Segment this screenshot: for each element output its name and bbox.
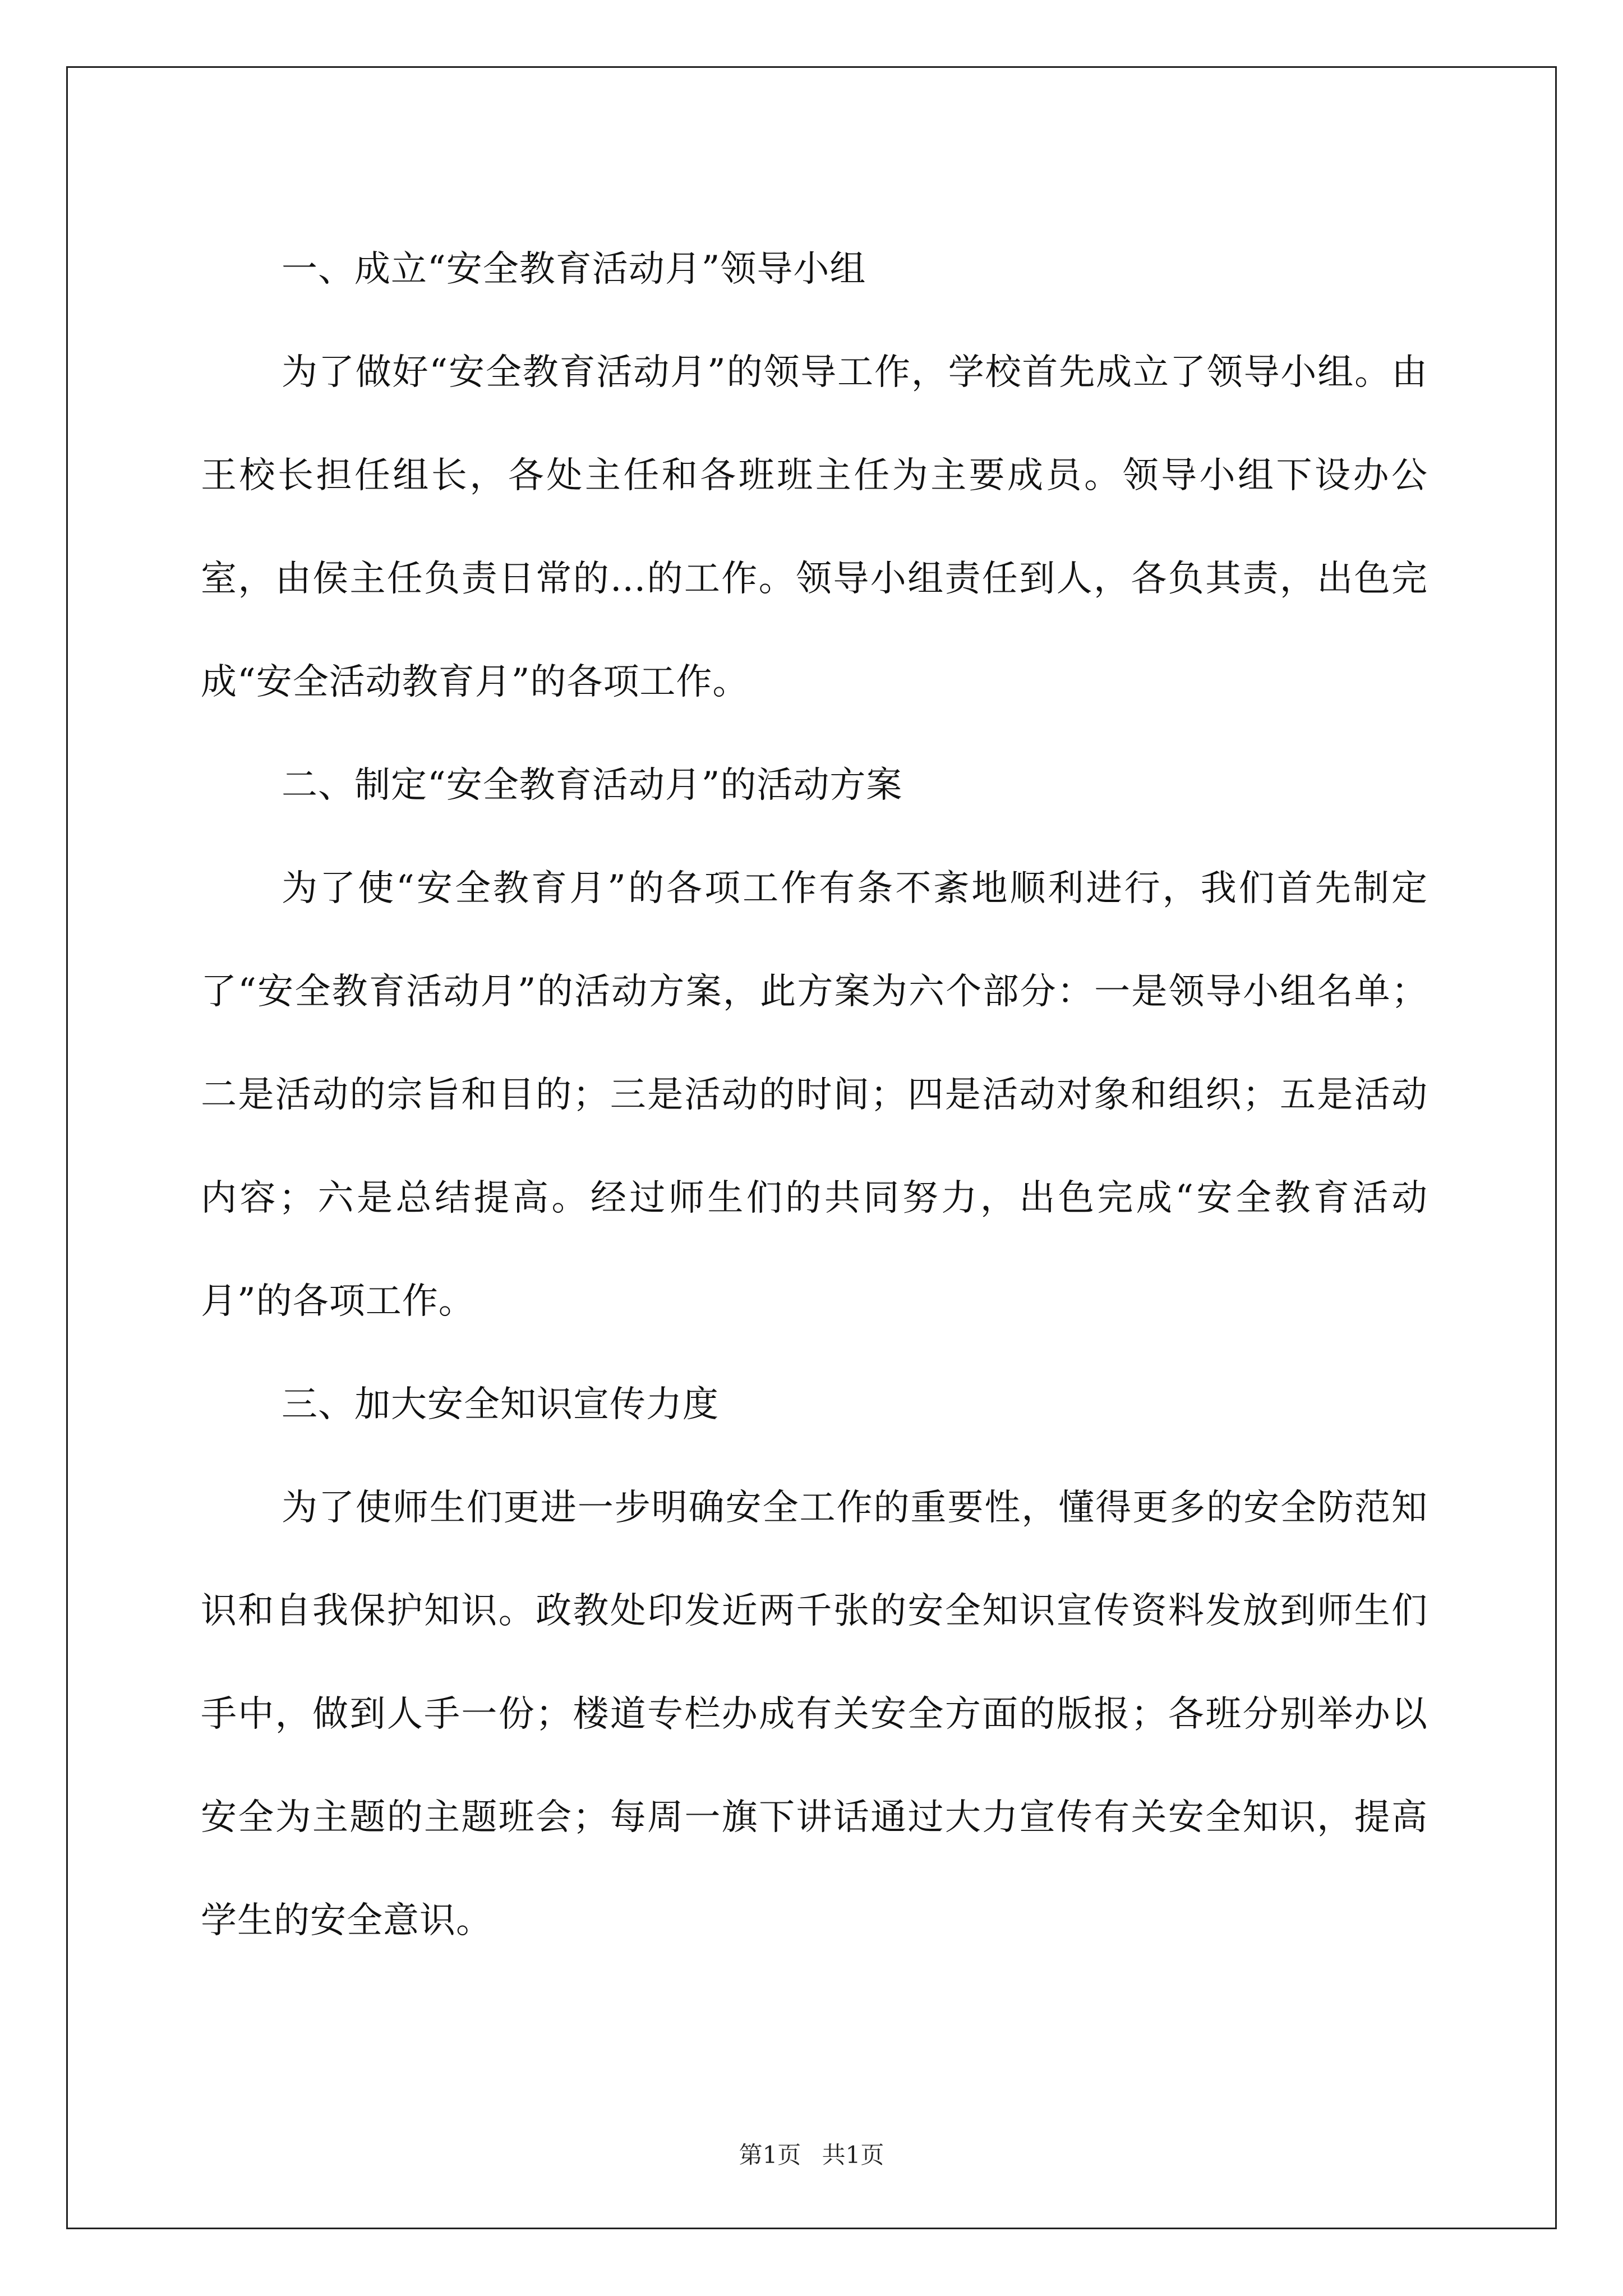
page-footer	[0, 2138, 1623, 2172]
section-1-body: 为了做好“安全教育活动月”的领导工作，学校首先成立了领导小组。由王校长担任组长，各处主任和各班班主任为主要成员。领导小组下设办公室，由侯主任负责日常的...的工作。领导小组责任到人，各负其责，出色完成“安全活动教育月”的各项工作。	[201, 352, 1428, 703]
section-1-heading: 一、成立“安全教育活动月”领导小组	[282, 249, 866, 290]
section-2-body: 为了使“安全教育月”的各项工作有条不紊地顺利进行，我们首先制定了“安全教育活动月”的活动方案，此方案为六个部分：一是领导小组名单；二是活动的宗旨和目的；三是活动的时间；四是活动对象和组织；五是活动内容；六是总结提高。经过师生们的共同努力，出色完成“安全教育活动月”的各项工作。	[201, 868, 1428, 1322]
page-number: 第1页	[739, 2141, 801, 2169]
document-body	[201, 218, 1428, 1972]
section-2-heading: 二、制定“安全教育活动月”的活动方案	[282, 765, 903, 806]
page-total: 共1页	[822, 2141, 884, 2169]
section-3-heading: 三、加大安全知识宣传力度	[282, 1384, 719, 1425]
section-3-body: 为了使师生们更进一步明确安全工作的重要性，懂得更多的安全防范知识和自我保护知识。政教处印发近两千张的安全知识宣传资料发放到师生们手中，做到人手一份；楼道专栏办成有关安全方面的版报；各班分别举办以安全为主题的主题班会；每周一旗下讲话通过大力宣传有关安全知识，提高学生的安全意识。	[201, 1487, 1428, 1941]
